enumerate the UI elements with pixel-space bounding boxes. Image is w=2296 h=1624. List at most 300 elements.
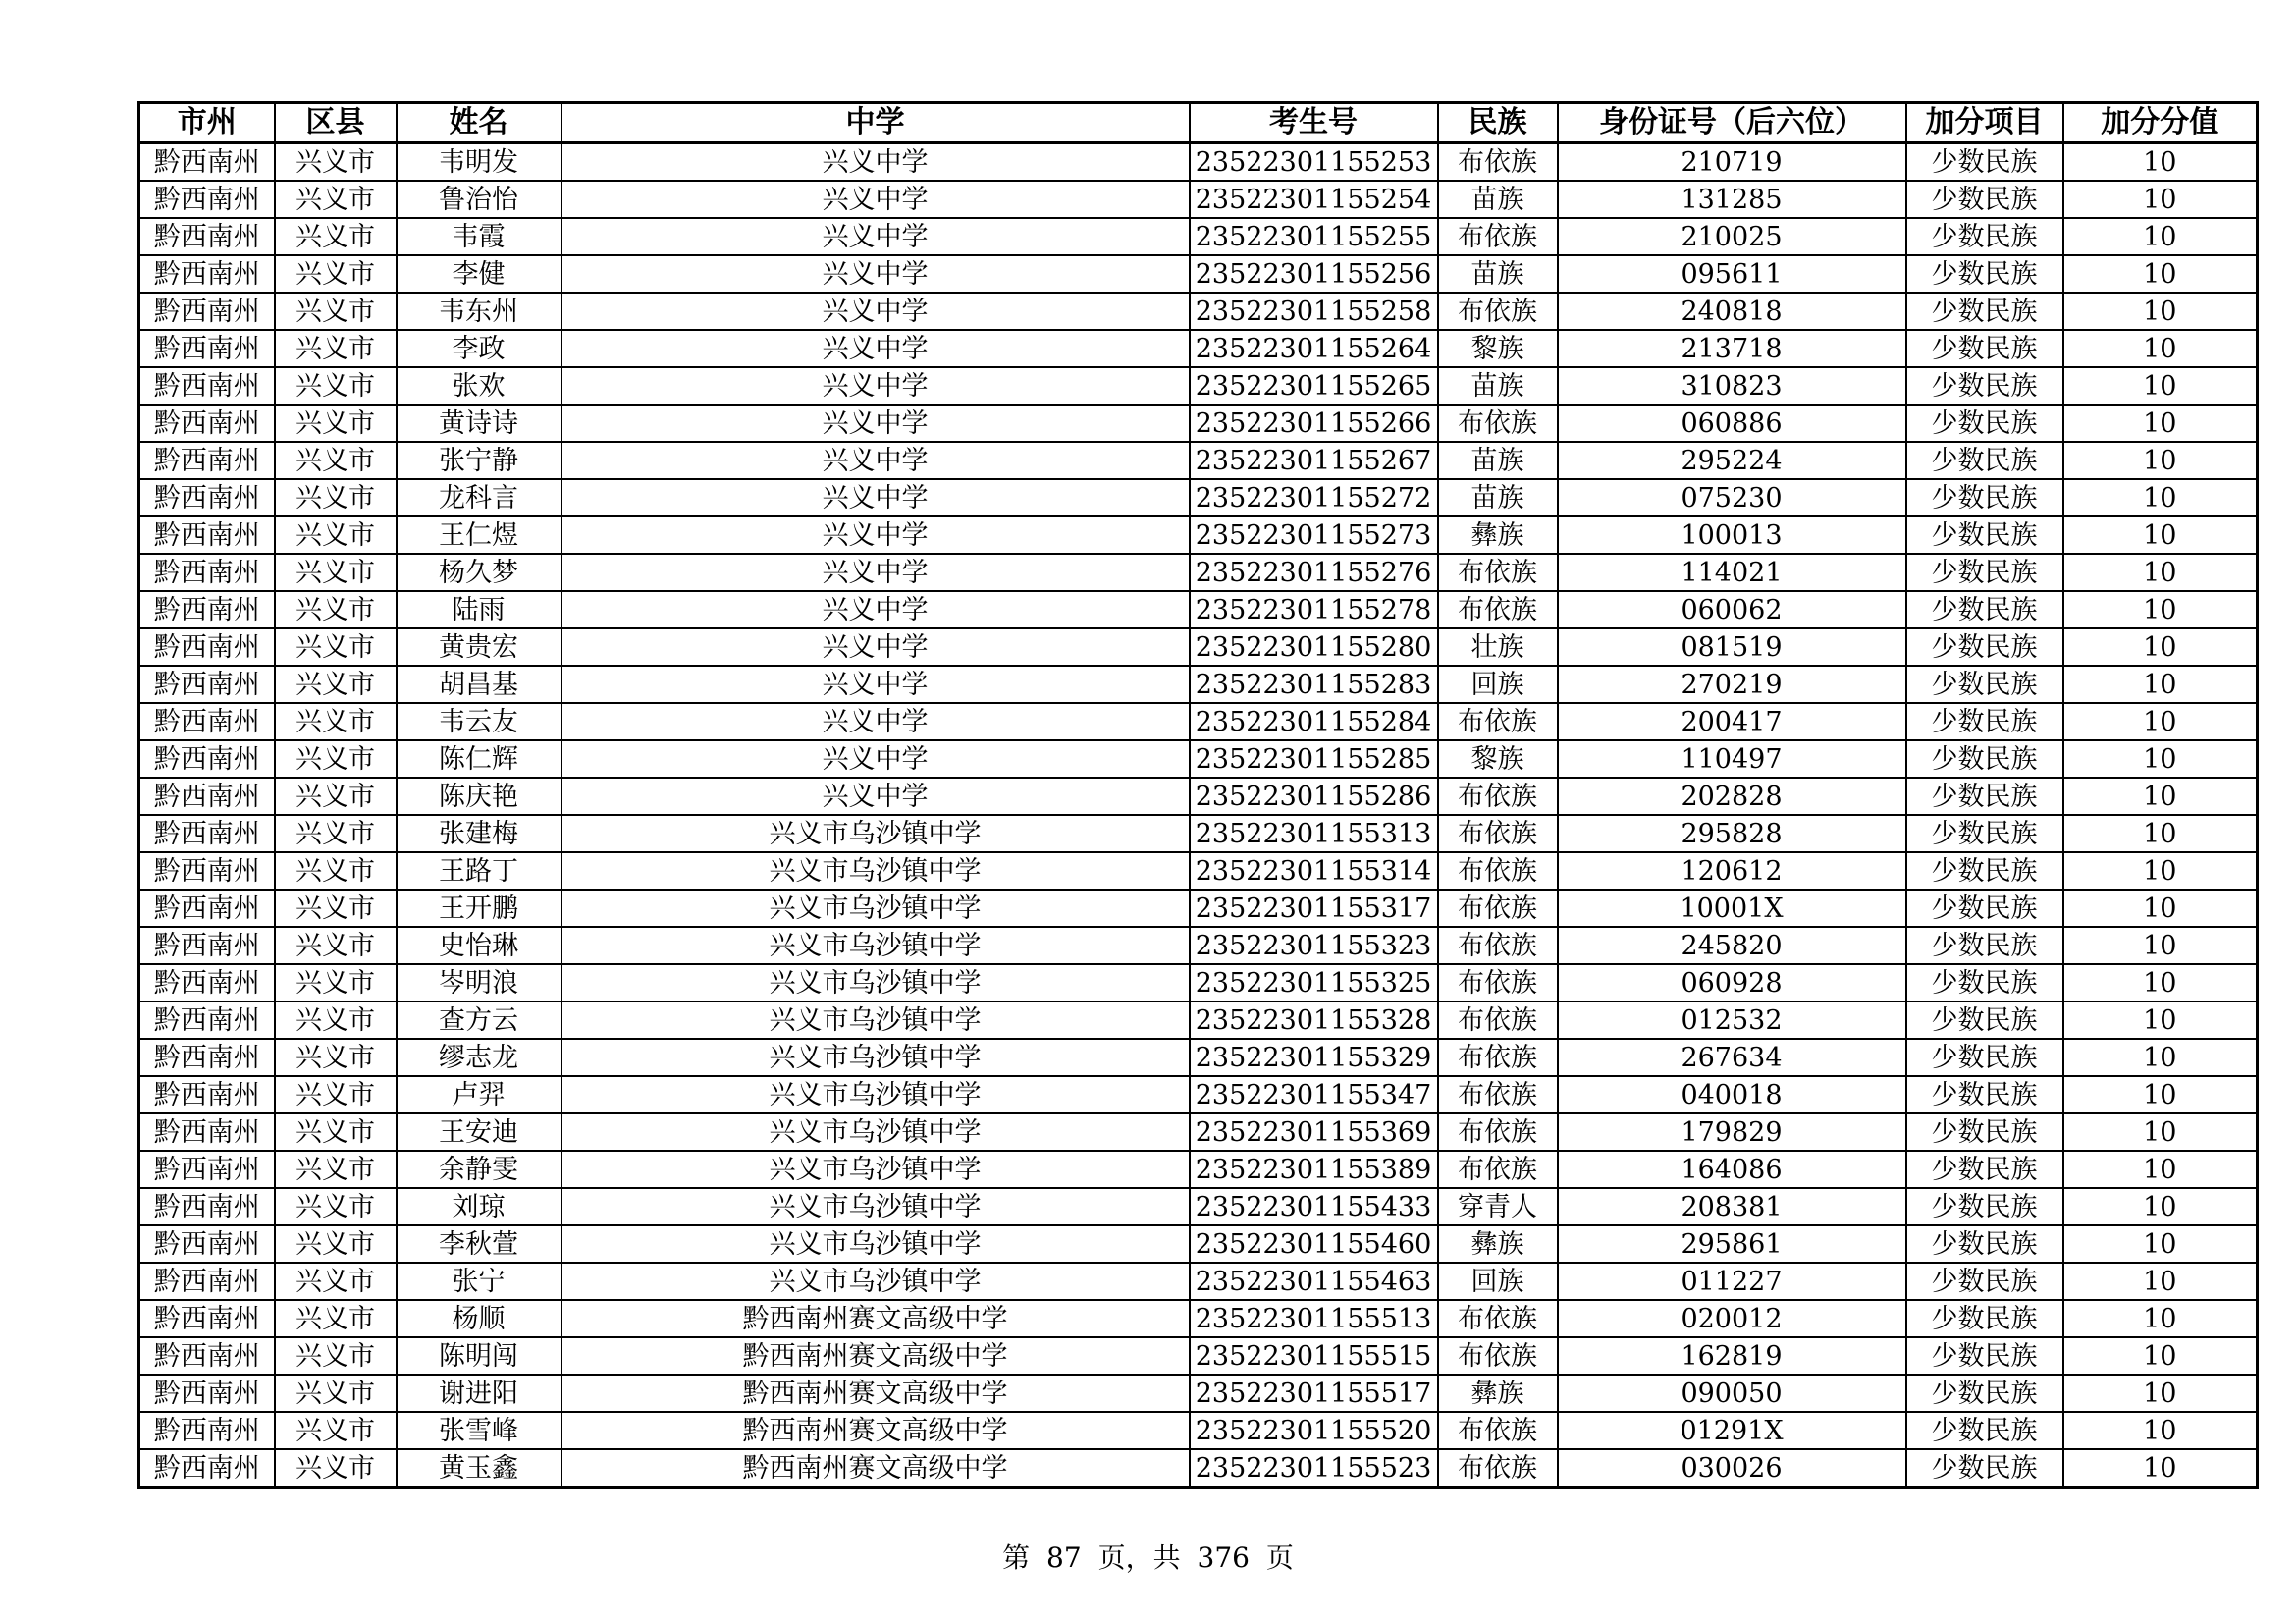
- cell-name: 李健: [397, 255, 561, 293]
- header-row: [139, 103, 2258, 143]
- cell-id-last-six: 075230: [1558, 479, 1906, 516]
- cell-school: 兴义中学: [561, 628, 1190, 666]
- table-row: [139, 293, 2258, 330]
- cell-bonus-item: 少数民族: [1906, 1076, 2063, 1113]
- cell-city: 黔西南州: [139, 218, 275, 255]
- cell-exam-number: 23522301155265: [1190, 367, 1438, 405]
- table-header: [139, 103, 2258, 143]
- cell-district: 兴义市: [275, 1225, 397, 1263]
- cell-district: 兴义市: [275, 516, 397, 554]
- cell-ethnicity: 苗族: [1438, 181, 1558, 218]
- cell-bonus-item: 少数民族: [1906, 778, 2063, 815]
- cell-name: 王开鹏: [397, 890, 561, 927]
- col-header-city: 市州: [139, 103, 275, 143]
- cell-bonus-points: 10: [2063, 1449, 2258, 1488]
- cell-bonus-item: 少数民族: [1906, 442, 2063, 479]
- cell-district: 兴义市: [275, 293, 397, 330]
- cell-ethnicity: 回族: [1438, 1263, 1558, 1300]
- cell-name: 韦云友: [397, 703, 561, 740]
- cell-city: 黔西南州: [139, 1039, 275, 1076]
- cell-bonus-points: 10: [2063, 442, 2258, 479]
- cell-city: 黔西南州: [139, 591, 275, 628]
- cell-name: 张欢: [397, 367, 561, 405]
- cell-name: 龙科言: [397, 479, 561, 516]
- table-row: [139, 1225, 2258, 1263]
- cell-name: 胡昌基: [397, 666, 561, 703]
- cell-bonus-item: 少数民族: [1906, 1151, 2063, 1188]
- cell-bonus-item: 少数民族: [1906, 964, 2063, 1001]
- cell-bonus-item: 少数民族: [1906, 255, 2063, 293]
- cell-exam-number: 23522301155463: [1190, 1263, 1438, 1300]
- footer-prefix: 第: [1002, 1542, 1031, 1574]
- table-row: [139, 1263, 2258, 1300]
- cell-exam-number: 23522301155313: [1190, 815, 1438, 852]
- col-header-bonus-points: 加分分值: [2063, 103, 2258, 143]
- cell-district: 兴义市: [275, 143, 397, 182]
- table-row: [139, 964, 2258, 1001]
- cell-ethnicity: 布依族: [1438, 778, 1558, 815]
- cell-city: 黔西南州: [139, 1225, 275, 1263]
- cell-exam-number: 23522301155266: [1190, 405, 1438, 442]
- cell-city: 黔西南州: [139, 1337, 275, 1375]
- cell-id-last-six: 295861: [1558, 1225, 1906, 1263]
- cell-exam-number: 23522301155284: [1190, 703, 1438, 740]
- cell-exam-number: 23522301155325: [1190, 964, 1438, 1001]
- cell-name: 余静雯: [397, 1151, 561, 1188]
- cell-name: 陈仁辉: [397, 740, 561, 778]
- cell-ethnicity: 苗族: [1438, 367, 1558, 405]
- cell-school: 兴义市乌沙镇中学: [561, 1188, 1190, 1225]
- table-row: [139, 1151, 2258, 1188]
- cell-bonus-points: 10: [2063, 1375, 2258, 1412]
- cell-id-last-six: 01291X: [1558, 1412, 1906, 1449]
- cell-city: 黔西南州: [139, 1375, 275, 1412]
- cell-exam-number: 23522301155273: [1190, 516, 1438, 554]
- table-row: [139, 330, 2258, 367]
- cell-ethnicity: 布依族: [1438, 927, 1558, 964]
- cell-district: 兴义市: [275, 479, 397, 516]
- cell-bonus-item: 少数民族: [1906, 890, 2063, 927]
- cell-bonus-points: 10: [2063, 1039, 2258, 1076]
- cell-school: 兴义市乌沙镇中学: [561, 1001, 1190, 1039]
- cell-id-last-six: 200417: [1558, 703, 1906, 740]
- table-row: [139, 927, 2258, 964]
- cell-exam-number: 23522301155283: [1190, 666, 1438, 703]
- cell-bonus-item: 少数民族: [1906, 218, 2063, 255]
- cell-bonus-points: 10: [2063, 293, 2258, 330]
- cell-bonus-item: 少数民族: [1906, 516, 2063, 554]
- cell-school: 兴义市乌沙镇中学: [561, 1039, 1190, 1076]
- cell-id-last-six: 210719: [1558, 143, 1906, 182]
- table-row: [139, 143, 2258, 182]
- cell-id-last-six: 060928: [1558, 964, 1906, 1001]
- cell-school: 黔西南州赛文高级中学: [561, 1300, 1190, 1337]
- cell-exam-number: 23522301155276: [1190, 554, 1438, 591]
- cell-city: 黔西南州: [139, 890, 275, 927]
- cell-id-last-six: 100013: [1558, 516, 1906, 554]
- cell-exam-number: 23522301155515: [1190, 1337, 1438, 1375]
- cell-name: 刘琼: [397, 1188, 561, 1225]
- cell-ethnicity: 布依族: [1438, 852, 1558, 890]
- cell-bonus-points: 10: [2063, 703, 2258, 740]
- cell-name: 张宁静: [397, 442, 561, 479]
- cell-bonus-item: 少数民族: [1906, 554, 2063, 591]
- cell-district: 兴义市: [275, 330, 397, 367]
- cell-city: 黔西南州: [139, 666, 275, 703]
- cell-city: 黔西南州: [139, 740, 275, 778]
- table-row: [139, 516, 2258, 554]
- cell-bonus-item: 少数民族: [1906, 1300, 2063, 1337]
- cell-ethnicity: 布依族: [1438, 703, 1558, 740]
- cell-name: 韦明发: [397, 143, 561, 182]
- cell-city: 黔西南州: [139, 1449, 275, 1488]
- cell-ethnicity: 布依族: [1438, 964, 1558, 1001]
- cell-district: 兴义市: [275, 218, 397, 255]
- cell-name: 史怡琳: [397, 927, 561, 964]
- cell-id-last-six: 090050: [1558, 1375, 1906, 1412]
- cell-exam-number: 23522301155272: [1190, 479, 1438, 516]
- cell-exam-number: 23522301155256: [1190, 255, 1438, 293]
- cell-city: 黔西南州: [139, 479, 275, 516]
- cell-city: 黔西南州: [139, 367, 275, 405]
- cell-bonus-points: 10: [2063, 1263, 2258, 1300]
- col-header-district: 区县: [275, 103, 397, 143]
- table-row: [139, 181, 2258, 218]
- col-header-school: 中学: [561, 103, 1190, 143]
- cell-exam-number: 23522301155314: [1190, 852, 1438, 890]
- cell-ethnicity: 布依族: [1438, 554, 1558, 591]
- cell-exam-number: 23522301155433: [1190, 1188, 1438, 1225]
- cell-district: 兴义市: [275, 367, 397, 405]
- cell-exam-number: 23522301155255: [1190, 218, 1438, 255]
- cell-district: 兴义市: [275, 1449, 397, 1488]
- cell-name: 王安迪: [397, 1113, 561, 1151]
- cell-name: 陈明闯: [397, 1337, 561, 1375]
- cell-exam-number: 23522301155329: [1190, 1039, 1438, 1076]
- cell-school: 兴义中学: [561, 442, 1190, 479]
- cell-id-last-six: 295828: [1558, 815, 1906, 852]
- cell-city: 黔西南州: [139, 703, 275, 740]
- table-row: [139, 890, 2258, 927]
- cell-district: 兴义市: [275, 927, 397, 964]
- cell-bonus-item: 少数民族: [1906, 666, 2063, 703]
- cell-district: 兴义市: [275, 852, 397, 890]
- table-row: [139, 778, 2258, 815]
- cell-bonus-points: 10: [2063, 367, 2258, 405]
- cell-school: 兴义市乌沙镇中学: [561, 1225, 1190, 1263]
- cell-bonus-item: 少数民族: [1906, 1412, 2063, 1449]
- cell-school: 兴义中学: [561, 405, 1190, 442]
- cell-city: 黔西南州: [139, 778, 275, 815]
- cell-bonus-points: 10: [2063, 964, 2258, 1001]
- table-row: [139, 628, 2258, 666]
- cell-district: 兴义市: [275, 1375, 397, 1412]
- cell-ethnicity: 黎族: [1438, 330, 1558, 367]
- cell-bonus-points: 10: [2063, 1151, 2258, 1188]
- cell-bonus-points: 10: [2063, 1076, 2258, 1113]
- cell-exam-number: 23522301155369: [1190, 1113, 1438, 1151]
- cell-bonus-points: 10: [2063, 1113, 2258, 1151]
- cell-ethnicity: 布依族: [1438, 1001, 1558, 1039]
- cell-city: 黔西南州: [139, 330, 275, 367]
- table-row: [139, 666, 2258, 703]
- cell-ethnicity: 苗族: [1438, 442, 1558, 479]
- cell-exam-number: 23522301155520: [1190, 1412, 1438, 1449]
- cell-bonus-points: 10: [2063, 591, 2258, 628]
- cell-school: 兴义中学: [561, 740, 1190, 778]
- col-header-bonus-item: 加分项目: [1906, 103, 2063, 143]
- cell-exam-number: 23522301155267: [1190, 442, 1438, 479]
- cell-bonus-item: 少数民族: [1906, 367, 2063, 405]
- cell-district: 兴义市: [275, 1001, 397, 1039]
- cell-city: 黔西南州: [139, 1113, 275, 1151]
- cell-district: 兴义市: [275, 1076, 397, 1113]
- cell-bonus-points: 10: [2063, 218, 2258, 255]
- cell-bonus-points: 10: [2063, 181, 2258, 218]
- cell-bonus-points: 10: [2063, 554, 2258, 591]
- cell-name: 张雪峰: [397, 1412, 561, 1449]
- table-row: [139, 367, 2258, 405]
- cell-ethnicity: 布依族: [1438, 1337, 1558, 1375]
- cell-ethnicity: 布依族: [1438, 890, 1558, 927]
- cell-ethnicity: 苗族: [1438, 255, 1558, 293]
- cell-school: 兴义中学: [561, 330, 1190, 367]
- cell-district: 兴义市: [275, 255, 397, 293]
- cell-bonus-points: 10: [2063, 852, 2258, 890]
- footer-suffix: 页: [1265, 1542, 1294, 1574]
- cell-city: 黔西南州: [139, 293, 275, 330]
- cell-id-last-six: 240818: [1558, 293, 1906, 330]
- cell-district: 兴义市: [275, 591, 397, 628]
- cell-district: 兴义市: [275, 1113, 397, 1151]
- cell-bonus-points: 10: [2063, 1300, 2258, 1337]
- cell-ethnicity: 壮族: [1438, 628, 1558, 666]
- cell-name: 查方云: [397, 1001, 561, 1039]
- cell-bonus-item: 少数民族: [1906, 330, 2063, 367]
- cell-school: 兴义市乌沙镇中学: [561, 1113, 1190, 1151]
- cell-name: 卢羿: [397, 1076, 561, 1113]
- table-row: [139, 442, 2258, 479]
- table-row: [139, 554, 2258, 591]
- cell-bonus-item: 少数民族: [1906, 815, 2063, 852]
- cell-exam-number: 23522301155264: [1190, 330, 1438, 367]
- cell-bonus-item: 少数民族: [1906, 927, 2063, 964]
- cell-city: 黔西南州: [139, 405, 275, 442]
- cell-id-last-six: 270219: [1558, 666, 1906, 703]
- cell-name: 张宁: [397, 1263, 561, 1300]
- cell-district: 兴义市: [275, 442, 397, 479]
- table-row: [139, 591, 2258, 628]
- col-header-id-last-six: 身份证号（后六位）: [1558, 103, 1906, 143]
- table-row: [139, 479, 2258, 516]
- cell-ethnicity: 彝族: [1438, 1375, 1558, 1412]
- cell-name: 岑明浪: [397, 964, 561, 1001]
- page-footer: [0, 1537, 2296, 1576]
- cell-school: 兴义中学: [561, 554, 1190, 591]
- cell-bonus-points: 10: [2063, 516, 2258, 554]
- cell-bonus-item: 少数民族: [1906, 1113, 2063, 1151]
- cell-bonus-item: 少数民族: [1906, 1188, 2063, 1225]
- cell-bonus-points: 10: [2063, 778, 2258, 815]
- cell-school: 兴义中学: [561, 218, 1190, 255]
- cell-bonus-item: 少数民族: [1906, 1263, 2063, 1300]
- cell-bonus-item: 少数民族: [1906, 1375, 2063, 1412]
- cell-name: 韦霞: [397, 218, 561, 255]
- cell-city: 黔西南州: [139, 1263, 275, 1300]
- cell-bonus-item: 少数民族: [1906, 628, 2063, 666]
- cell-ethnicity: 布依族: [1438, 218, 1558, 255]
- cell-name: 李秋萱: [397, 1225, 561, 1263]
- table-row: [139, 1449, 2258, 1488]
- table-row: [139, 1001, 2258, 1039]
- cell-ethnicity: 布依族: [1438, 293, 1558, 330]
- table-row: [139, 1412, 2258, 1449]
- cell-ethnicity: 布依族: [1438, 405, 1558, 442]
- cell-ethnicity: 黎族: [1438, 740, 1558, 778]
- cell-bonus-item: 少数民族: [1906, 1225, 2063, 1263]
- cell-id-last-six: 310823: [1558, 367, 1906, 405]
- cell-ethnicity: 布依族: [1438, 1113, 1558, 1151]
- cell-school: 兴义中学: [561, 367, 1190, 405]
- cell-city: 黔西南州: [139, 516, 275, 554]
- cell-id-last-six: 131285: [1558, 181, 1906, 218]
- cell-district: 兴义市: [275, 815, 397, 852]
- cell-id-last-six: 208381: [1558, 1188, 1906, 1225]
- table-row: [139, 255, 2258, 293]
- cell-bonus-points: 10: [2063, 815, 2258, 852]
- cell-id-last-six: 202828: [1558, 778, 1906, 815]
- cell-school: 兴义中学: [561, 516, 1190, 554]
- cell-bonus-points: 10: [2063, 405, 2258, 442]
- cell-ethnicity: 布依族: [1438, 1076, 1558, 1113]
- cell-bonus-item: 少数民族: [1906, 1449, 2063, 1488]
- cell-ethnicity: 彝族: [1438, 1225, 1558, 1263]
- cell-name: 王仁煜: [397, 516, 561, 554]
- cell-district: 兴义市: [275, 703, 397, 740]
- cell-bonus-points: 10: [2063, 890, 2258, 927]
- cell-ethnicity: 布依族: [1438, 815, 1558, 852]
- cell-id-last-six: 011227: [1558, 1263, 1906, 1300]
- cell-school: 兴义中学: [561, 181, 1190, 218]
- cell-name: 杨顺: [397, 1300, 561, 1337]
- cell-school: 兴义中学: [561, 143, 1190, 182]
- cell-id-last-six: 110497: [1558, 740, 1906, 778]
- cell-exam-number: 23522301155278: [1190, 591, 1438, 628]
- cell-id-last-six: 164086: [1558, 1151, 1906, 1188]
- footer-page-number: 87: [1046, 1542, 1082, 1574]
- cell-city: 黔西南州: [139, 554, 275, 591]
- cell-bonus-item: 少数民族: [1906, 1001, 2063, 1039]
- cell-city: 黔西南州: [139, 442, 275, 479]
- cell-name: 缪志龙: [397, 1039, 561, 1076]
- cell-bonus-item: 少数民族: [1906, 740, 2063, 778]
- cell-bonus-item: 少数民族: [1906, 1337, 2063, 1375]
- footer-total-pages: 376: [1197, 1542, 1250, 1574]
- cell-district: 兴义市: [275, 405, 397, 442]
- cell-name: 李政: [397, 330, 561, 367]
- cell-name: 陆雨: [397, 591, 561, 628]
- cell-exam-number: 23522301155323: [1190, 927, 1438, 964]
- cell-ethnicity: 布依族: [1438, 1039, 1558, 1076]
- cell-ethnicity: 苗族: [1438, 479, 1558, 516]
- cell-name: 黄贵宏: [397, 628, 561, 666]
- cell-id-last-six: 295224: [1558, 442, 1906, 479]
- cell-city: 黔西南州: [139, 852, 275, 890]
- cell-district: 兴义市: [275, 1337, 397, 1375]
- cell-bonus-points: 10: [2063, 330, 2258, 367]
- cell-ethnicity: 布依族: [1438, 1300, 1558, 1337]
- cell-school: 兴义市乌沙镇中学: [561, 964, 1190, 1001]
- cell-ethnicity: 布依族: [1438, 1449, 1558, 1488]
- cell-school: 黔西南州赛文高级中学: [561, 1412, 1190, 1449]
- cell-school: 兴义中学: [561, 703, 1190, 740]
- cell-name: 杨久梦: [397, 554, 561, 591]
- cell-bonus-points: 10: [2063, 1337, 2258, 1375]
- table-row: [139, 740, 2258, 778]
- cell-ethnicity: 布依族: [1438, 1412, 1558, 1449]
- cell-school: 兴义中学: [561, 479, 1190, 516]
- cell-school: 兴义中学: [561, 778, 1190, 815]
- cell-district: 兴义市: [275, 1300, 397, 1337]
- cell-district: 兴义市: [275, 1412, 397, 1449]
- cell-bonus-points: 10: [2063, 143, 2258, 182]
- cell-bonus-points: 10: [2063, 628, 2258, 666]
- cell-id-last-six: 245820: [1558, 927, 1906, 964]
- cell-name: 王路丁: [397, 852, 561, 890]
- cell-city: 黔西南州: [139, 181, 275, 218]
- cell-ethnicity: 回族: [1438, 666, 1558, 703]
- cell-city: 黔西南州: [139, 628, 275, 666]
- cell-id-last-six: 120612: [1558, 852, 1906, 890]
- table-row: [139, 815, 2258, 852]
- cell-district: 兴义市: [275, 1188, 397, 1225]
- table-row: [139, 1337, 2258, 1375]
- cell-bonus-item: 少数民族: [1906, 591, 2063, 628]
- cell-district: 兴义市: [275, 666, 397, 703]
- cell-name: 陈庆艳: [397, 778, 561, 815]
- cell-city: 黔西南州: [139, 815, 275, 852]
- cell-id-last-six: 030026: [1558, 1449, 1906, 1488]
- cell-ethnicity: 穿青人: [1438, 1188, 1558, 1225]
- cell-district: 兴义市: [275, 740, 397, 778]
- cell-school: 兴义市乌沙镇中学: [561, 1263, 1190, 1300]
- cell-bonus-item: 少数民族: [1906, 181, 2063, 218]
- cell-exam-number: 23522301155523: [1190, 1449, 1438, 1488]
- cell-school: 兴义中学: [561, 293, 1190, 330]
- table-row: [139, 218, 2258, 255]
- cell-bonus-points: 10: [2063, 1188, 2258, 1225]
- cell-city: 黔西南州: [139, 1300, 275, 1337]
- cell-name: 黄玉鑫: [397, 1449, 561, 1488]
- cell-bonus-points: 10: [2063, 1412, 2258, 1449]
- cell-name: 谢进阳: [397, 1375, 561, 1412]
- table-row: [139, 1188, 2258, 1225]
- cell-school: 兴义市乌沙镇中学: [561, 815, 1190, 852]
- cell-id-last-six: 179829: [1558, 1113, 1906, 1151]
- cell-district: 兴义市: [275, 890, 397, 927]
- cell-bonus-points: 10: [2063, 740, 2258, 778]
- cell-school: 兴义中学: [561, 255, 1190, 293]
- cell-id-last-six: 060062: [1558, 591, 1906, 628]
- cell-exam-number: 23522301155285: [1190, 740, 1438, 778]
- cell-id-last-six: 012532: [1558, 1001, 1906, 1039]
- cell-id-last-six: 267634: [1558, 1039, 1906, 1076]
- cell-bonus-item: 少数民族: [1906, 852, 2063, 890]
- cell-bonus-points: 10: [2063, 1001, 2258, 1039]
- cell-id-last-six: 210025: [1558, 218, 1906, 255]
- footer-mid: 页，共: [1097, 1542, 1181, 1574]
- cell-bonus-item: 少数民族: [1906, 479, 2063, 516]
